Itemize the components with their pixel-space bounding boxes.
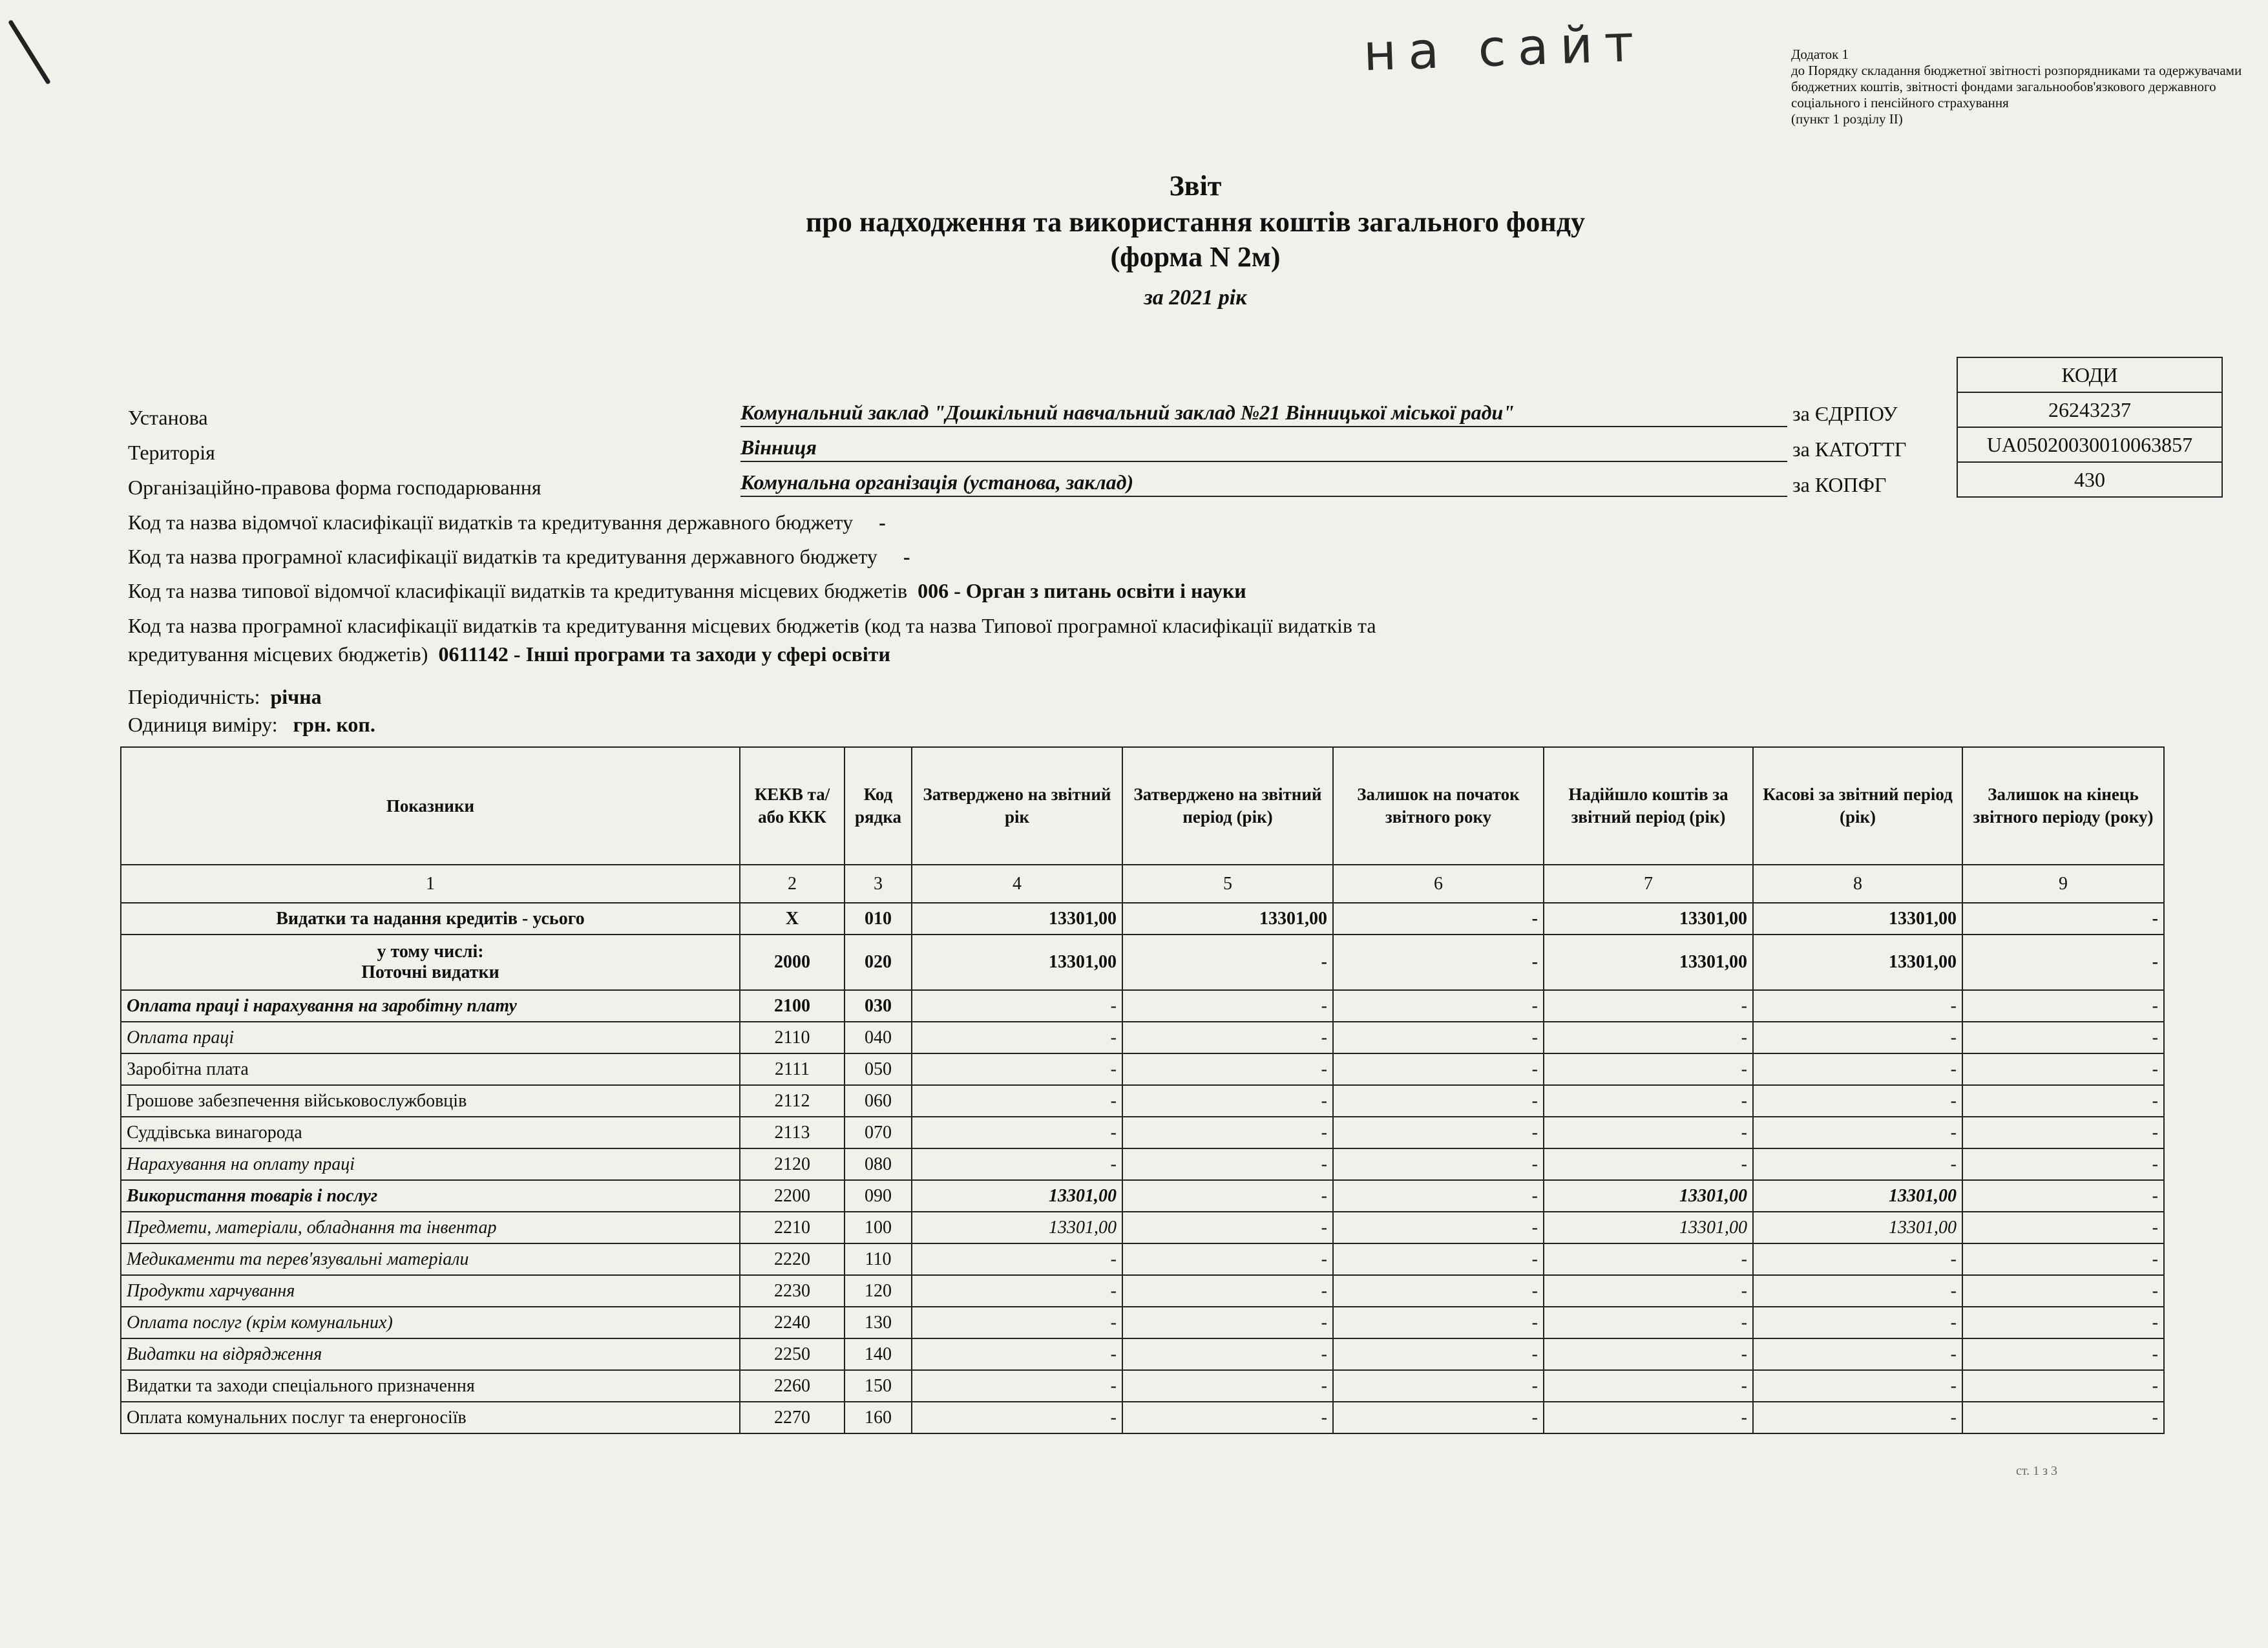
row-received: - xyxy=(1544,1338,1753,1370)
row-received: 13301,00 xyxy=(1544,935,1753,990)
row-approved-year: - xyxy=(912,1022,1122,1053)
row-code: 090 xyxy=(845,1180,912,1212)
prog-local-line1: Код та назва програмної класифікації видатків та кредитування місцевих бюджетів (код та назва Типової програмної класифікації видатків та xyxy=(128,614,1376,637)
row-code: 010 xyxy=(845,903,912,935)
row-approved-year: - xyxy=(912,1117,1122,1148)
row-received: - xyxy=(1544,1307,1753,1338)
row-balance-start: - xyxy=(1333,1338,1544,1370)
row-kekv: 2111 xyxy=(740,1053,845,1085)
dept-state-value: - xyxy=(879,511,886,534)
row-received: - xyxy=(1544,990,1753,1022)
header-balance-end: Залишок на кінець звітного періоду (року) xyxy=(1962,747,2164,865)
pen-mark xyxy=(8,19,51,85)
row-balance-start: - xyxy=(1333,1275,1544,1307)
periodicity-label: Періодичність: xyxy=(128,685,260,708)
legal-form-label: Організаційно-правова форма господарювання xyxy=(128,476,541,499)
row-cash: - xyxy=(1753,1338,1962,1370)
row-balance-end: - xyxy=(1962,1370,2164,1402)
row-approved-period: - xyxy=(1122,1338,1333,1370)
row-received: - xyxy=(1544,1085,1753,1117)
row-kekv: 2000 xyxy=(740,935,845,990)
row-balance-end: - xyxy=(1962,1148,2164,1180)
row-kekv: 2112 xyxy=(740,1085,845,1117)
dept-local-line xyxy=(128,579,1246,603)
row-kekv: 2270 xyxy=(740,1402,845,1433)
row-code: 110 xyxy=(845,1243,912,1275)
edrpou-code: 26243237 xyxy=(1957,392,2222,427)
row-balance-start: - xyxy=(1333,1148,1544,1180)
row-name: Використання товарів і послуг xyxy=(121,1180,740,1212)
table-row xyxy=(121,1022,2164,1053)
row-approved-year: - xyxy=(912,1338,1122,1370)
row-kekv: 2230 xyxy=(740,1275,845,1307)
header-row-code: Код рядка xyxy=(845,747,912,865)
row-balance-end: - xyxy=(1962,903,2164,935)
row-received: - xyxy=(1544,1117,1753,1148)
unit-label: Одиниця виміру: xyxy=(128,713,278,736)
institution-value: Комунальний заклад "Дошкільний навчальний заклад №21 Вінницької міської ради" xyxy=(740,401,1787,427)
table-row xyxy=(121,1212,2164,1243)
row-name: Видатки на відрядження xyxy=(121,1338,740,1370)
row-received: - xyxy=(1544,1275,1753,1307)
row-approved-year: 13301,00 xyxy=(912,903,1122,935)
row-name: Грошове забезпечення військовослужбовців xyxy=(121,1085,740,1117)
report-title: Звіт xyxy=(1169,170,1222,202)
row-received: 13301,00 xyxy=(1544,1180,1753,1212)
row-kekv: 2200 xyxy=(740,1180,845,1212)
dept-local-label: Код та назва типової відомчої класифікації видатків та кредитування місцевих бюджетів xyxy=(128,579,908,602)
dept-state-label: Код та назва відомчої класифікації видатків та кредитування державного бюджету xyxy=(128,511,854,534)
kopfg-code: 430 xyxy=(1957,462,2222,497)
row-balance-start: - xyxy=(1333,1053,1544,1085)
column-number: 1 xyxy=(121,865,740,903)
prog-local-line2 xyxy=(128,642,890,666)
row-name: Оплата комунальних послуг та енергоносіїв xyxy=(121,1402,740,1433)
table-row xyxy=(121,990,2164,1022)
column-number: 6 xyxy=(1333,865,1544,903)
column-numbers-row xyxy=(121,865,2164,903)
row-code: 020 xyxy=(845,935,912,990)
row-balance-end: - xyxy=(1962,1307,2164,1338)
row-balance-start: - xyxy=(1333,1085,1544,1117)
row-approved-period: - xyxy=(1122,935,1333,990)
header-received: Надійшло коштів за звітний період (рік) xyxy=(1544,747,1753,865)
row-balance-end: - xyxy=(1962,1117,2164,1148)
row-balance-start: - xyxy=(1333,990,1544,1022)
header-approved-period: Затверджено на звітний період (рік) xyxy=(1122,747,1333,865)
row-cash: - xyxy=(1753,1243,1962,1275)
row-kekv: 2120 xyxy=(740,1148,845,1180)
row-balance-end: - xyxy=(1962,1180,2164,1212)
prog-state-label: Код та назва програмної класифікації видатків та кредитування державного бюджету xyxy=(128,545,877,568)
periodicity-value: річна xyxy=(270,685,322,708)
column-number: 5 xyxy=(1122,865,1333,903)
unit-value: грн. коп. xyxy=(293,713,375,736)
row-approved-year: - xyxy=(912,1370,1122,1402)
row-code: 080 xyxy=(845,1148,912,1180)
row-code: 160 xyxy=(845,1402,912,1433)
row-kekv: Х xyxy=(740,903,845,935)
addendum-line1: Додаток 1 xyxy=(1791,47,1849,62)
unit-line xyxy=(128,713,375,737)
row-approved-period: - xyxy=(1122,1085,1333,1117)
row-kekv: 2250 xyxy=(740,1338,845,1370)
row-received: - xyxy=(1544,1243,1753,1275)
row-cash: 13301,00 xyxy=(1753,935,1962,990)
row-cash: - xyxy=(1753,1275,1962,1307)
prog-state-value: - xyxy=(903,545,910,568)
table-row xyxy=(121,1085,2164,1117)
table-row xyxy=(121,1370,2164,1402)
row-cash: - xyxy=(1753,1053,1962,1085)
header-kekv: КЕКВ та/або ККК xyxy=(740,747,845,865)
row-balance-start: - xyxy=(1333,1180,1544,1212)
row-code: 120 xyxy=(845,1275,912,1307)
periodicity-line xyxy=(128,685,322,709)
row-code: 040 xyxy=(845,1022,912,1053)
column-number: 9 xyxy=(1962,865,2164,903)
row-code: 070 xyxy=(845,1117,912,1148)
table-row xyxy=(121,1148,2164,1180)
column-number: 8 xyxy=(1753,865,1962,903)
row-kekv: 2260 xyxy=(740,1370,845,1402)
territory-label: Територія xyxy=(128,441,215,464)
prog-local-value: 0611142 - Інші програми та заходи у сфері освіти xyxy=(438,642,890,666)
row-name: Заробітна плата xyxy=(121,1053,740,1085)
addendum-line2: до Порядку складання бюджетної звітності розпорядниками та одержувачами бюджетних коштів, звітності фондами загальнообов'язкового державного соціального і пенсійного страхування xyxy=(1791,63,2242,111)
row-code: 150 xyxy=(845,1370,912,1402)
row-kekv: 2100 xyxy=(740,990,845,1022)
row-kekv: 2210 xyxy=(740,1212,845,1243)
row-cash: 13301,00 xyxy=(1753,1212,1962,1243)
row-approved-period: - xyxy=(1122,1180,1333,1212)
header-cash: Касові за звітний період (рік) xyxy=(1753,747,1962,865)
row-balance-end: - xyxy=(1962,1338,2164,1370)
edrpou-label: за ЄДРПОУ xyxy=(1792,402,1898,425)
institution-label: Установа xyxy=(128,406,208,429)
katottg-code: UA05020030010063857 xyxy=(1957,427,2222,462)
row-approved-period: - xyxy=(1122,1307,1333,1338)
row-balance-start: - xyxy=(1333,1117,1544,1148)
row-balance-end: - xyxy=(1962,935,2164,990)
row-balance-end: - xyxy=(1962,1212,2164,1243)
table-row xyxy=(121,1402,2164,1433)
addendum-note xyxy=(1791,47,2243,127)
row-approved-period: - xyxy=(1122,1275,1333,1307)
row-approved-year: 13301,00 xyxy=(912,1212,1122,1243)
territory-value: Вінниця xyxy=(740,436,1787,462)
table-row xyxy=(121,1338,2164,1370)
row-approved-year: - xyxy=(912,1148,1122,1180)
row-received: - xyxy=(1544,1370,1753,1402)
row-kekv: 2110 xyxy=(740,1022,845,1053)
handwritten-note: на сайт xyxy=(1362,14,1646,83)
table-row xyxy=(121,1307,2164,1338)
row-approved-year: - xyxy=(912,1243,1122,1275)
row-approved-period: - xyxy=(1122,1212,1333,1243)
row-balance-start: - xyxy=(1333,1402,1544,1433)
row-balance-start: - xyxy=(1333,1243,1544,1275)
row-cash: - xyxy=(1753,1148,1962,1180)
row-balance-end: - xyxy=(1962,1402,2164,1433)
row-kekv: 2240 xyxy=(740,1307,845,1338)
row-kekv: 2220 xyxy=(740,1243,845,1275)
page-number: ст. 1 з 3 xyxy=(2016,1464,2058,1478)
row-cash: - xyxy=(1753,1370,1962,1402)
row-approved-year: - xyxy=(912,1053,1122,1085)
row-received: 13301,00 xyxy=(1544,1212,1753,1243)
row-name: Медикаменти та перев'язувальні матеріали xyxy=(121,1243,740,1275)
row-approved-year: 13301,00 xyxy=(912,1180,1122,1212)
row-approved-year: - xyxy=(912,1085,1122,1117)
row-approved-year: - xyxy=(912,1275,1122,1307)
row-approved-period: 13301,00 xyxy=(1122,903,1333,935)
row-received: - xyxy=(1544,1053,1753,1085)
table-row xyxy=(121,903,2164,935)
row-approved-year: - xyxy=(912,1402,1122,1433)
row-approved-year: - xyxy=(912,990,1122,1022)
row-balance-start: - xyxy=(1333,1212,1544,1243)
row-approved-year: 13301,00 xyxy=(912,935,1122,990)
row-approved-period: - xyxy=(1122,1022,1333,1053)
table-row xyxy=(121,1053,2164,1085)
dept-state-line xyxy=(128,511,886,534)
report-form-number: (форма N 2м) xyxy=(1110,241,1281,273)
katottg-label: за КАТОТТГ xyxy=(1792,438,1907,461)
row-received: - xyxy=(1544,1148,1753,1180)
codes-table xyxy=(1957,357,2223,498)
kopfg-label: за КОПФГ xyxy=(1792,473,1887,496)
row-name: Видатки та заходи спеціального призначення xyxy=(121,1370,740,1402)
row-approved-period: - xyxy=(1122,1402,1333,1433)
table-row xyxy=(121,935,2164,990)
row-name: Суддівська винагорода xyxy=(121,1117,740,1148)
row-approved-period: - xyxy=(1122,1243,1333,1275)
row-cash: 13301,00 xyxy=(1753,903,1962,935)
table-row xyxy=(121,1275,2164,1307)
row-code: 030 xyxy=(845,990,912,1022)
row-approved-period: - xyxy=(1122,1117,1333,1148)
row-approved-period: - xyxy=(1122,990,1333,1022)
report-period: за 2021 рік xyxy=(1144,286,1247,310)
row-code: 100 xyxy=(845,1212,912,1243)
row-code: 140 xyxy=(845,1338,912,1370)
row-balance-start: - xyxy=(1333,1307,1544,1338)
table-row xyxy=(121,1243,2164,1275)
row-balance-end: - xyxy=(1962,990,2164,1022)
report-subtitle: про надходження та використання коштів загального фонду xyxy=(806,206,1585,238)
row-balance-end: - xyxy=(1962,1085,2164,1117)
row-cash: - xyxy=(1753,1022,1962,1053)
row-name xyxy=(121,935,740,990)
column-number: 4 xyxy=(912,865,1122,903)
row-balance-start: - xyxy=(1333,935,1544,990)
row-name: Видатки та надання кредитів - усього xyxy=(121,903,740,935)
row-cash: 13301,00 xyxy=(1753,1180,1962,1212)
column-number: 2 xyxy=(740,865,845,903)
row-name: Продукти харчування xyxy=(121,1275,740,1307)
addendum-line3: (пункт 1 розділу II) xyxy=(1791,111,1903,127)
header-approved-year: Затверджено на звітний рік xyxy=(912,747,1122,865)
report-table xyxy=(120,746,2165,1434)
row-balance-end: - xyxy=(1962,1275,2164,1307)
row-approved-period: - xyxy=(1122,1053,1333,1085)
header-indicators: Показники xyxy=(121,747,740,865)
row-code: 130 xyxy=(845,1307,912,1338)
header-balance-start: Залишок на початок звітного року xyxy=(1333,747,1544,865)
table-row xyxy=(121,1117,2164,1148)
row-name: Предмети, матеріали, обладнання та інвентар xyxy=(121,1212,740,1243)
column-number: 3 xyxy=(845,865,912,903)
row-cash: - xyxy=(1753,1085,1962,1117)
row-approved-period: - xyxy=(1122,1148,1333,1180)
codes-header: КОДИ xyxy=(1957,357,2222,392)
row-received: - xyxy=(1544,1402,1753,1433)
table-row xyxy=(121,1180,2164,1212)
row-code: 060 xyxy=(845,1085,912,1117)
row-received: - xyxy=(1544,1022,1753,1053)
row-name: Оплата праці xyxy=(121,1022,740,1053)
row-balance-start: - xyxy=(1333,1022,1544,1053)
row-approved-period: - xyxy=(1122,1370,1333,1402)
row-approved-year: - xyxy=(912,1307,1122,1338)
row-cash: - xyxy=(1753,1307,1962,1338)
dept-local-value: 006 - Орган з питань освіти і науки xyxy=(918,579,1246,602)
row-balance-start: - xyxy=(1333,903,1544,935)
row-balance-end: - xyxy=(1962,1243,2164,1275)
row-balance-start: - xyxy=(1333,1370,1544,1402)
row-name: Нарахування на оплату праці xyxy=(121,1148,740,1180)
prog-local-label: кредитування місцевих бюджетів) xyxy=(128,642,428,666)
row-balance-end: - xyxy=(1962,1022,2164,1053)
row-balance-end: - xyxy=(1962,1053,2164,1085)
row-name: Оплата праці і нарахування на заробітну плату xyxy=(121,990,740,1022)
row-name-line1: у тому числі: xyxy=(377,942,484,962)
row-kekv: 2113 xyxy=(740,1117,845,1148)
row-cash: - xyxy=(1753,1402,1962,1433)
row-cash: - xyxy=(1753,990,1962,1022)
prog-state-line xyxy=(128,545,910,569)
row-code: 050 xyxy=(845,1053,912,1085)
row-cash: - xyxy=(1753,1117,1962,1148)
legal-form-value: Комунальна організація (установа, заклад) xyxy=(740,470,1787,497)
row-name: Оплата послуг (крім комунальних) xyxy=(121,1307,740,1338)
row-received: 13301,00 xyxy=(1544,903,1753,935)
row-name-line2: Поточні видатки xyxy=(361,962,499,982)
column-number: 7 xyxy=(1544,865,1753,903)
